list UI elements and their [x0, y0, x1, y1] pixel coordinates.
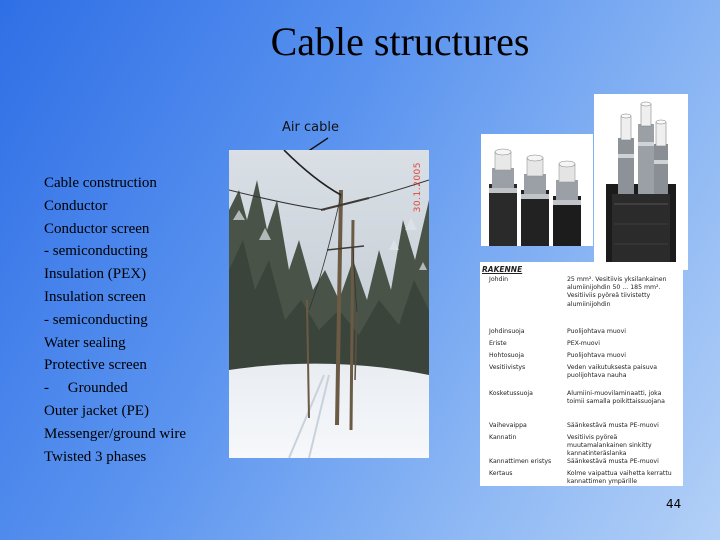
row-key: Johdin — [489, 276, 509, 283]
slide-title: Cable structures — [270, 19, 530, 64]
row-value: Veden vaikutuksesta paisuva puolijohtava nauha — [567, 364, 658, 380]
row-value: Kolme vaipattua vaihetta kerrattu kannattimen ympärille — [567, 470, 672, 486]
row-key: Eriste — [489, 340, 507, 347]
list-item: Messenger/ground wire — [44, 425, 187, 442]
row-value: Alumiini-muovilaminaatti, joka toimii samalla poikittaissuojana — [567, 390, 665, 406]
list-item: Insulation (PEX) — [44, 266, 147, 283]
row-key: Kannattimen eristys — [489, 458, 552, 465]
row-key: Hohtosuoja — [489, 352, 525, 359]
row-value: 25 mm². Vesitiivis yksilankainen alumiinijohdin 50 ... 185 mm². Vesitiiviis pyöreä tiivistetty alumiinijohdin — [567, 276, 667, 308]
rakenne-table — [480, 262, 683, 486]
page-number: 44 — [666, 497, 682, 511]
list-item: Insulation screen — [44, 288, 147, 305]
row-key: Kannatin — [489, 434, 517, 441]
list-item: Water sealing — [44, 334, 126, 351]
photo-date-stamp: 30.1.2005 — [413, 162, 423, 213]
row-value: PEX-muovi — [567, 340, 600, 347]
list-item: Conductor screen — [44, 220, 150, 237]
row-value: Puolijohtava muovi — [567, 328, 626, 335]
cable-photo-armoured — [594, 94, 688, 270]
row-key: Kertaus — [489, 470, 513, 477]
list-item: Twisted 3 phases — [44, 448, 147, 465]
list-item: Protective screen — [44, 357, 147, 374]
row-key: Kosketussuoja — [489, 390, 533, 397]
row-value: Vesitiivis pyöreä muutamalankainen sinkitty kannatinteräslanka — [567, 434, 652, 458]
row-key: Vaihevaippa — [489, 422, 527, 429]
list-item: Outer jacket (PE) — [44, 402, 149, 419]
air-cable-label: Air cable — [282, 120, 339, 135]
row-key: Vesitiivistys — [489, 364, 526, 371]
list-item: - semiconducting — [44, 243, 148, 260]
list-item: Cable construction — [44, 175, 157, 191]
rakenne-title: RAKENNE — [482, 265, 523, 274]
row-key: Johdinsuoja — [489, 328, 525, 335]
cable-photo-three-core — [481, 134, 593, 246]
list-item: - semiconducting — [44, 311, 148, 328]
row-value: Säänkestävä musta PE-muovi — [567, 458, 659, 465]
cable-structure-list — [44, 172, 186, 468]
row-value: Säänkestävä musta PE-muovi — [567, 422, 659, 429]
list-item: Conductor — [44, 197, 108, 214]
row-value: Puolijohtava muovi — [567, 352, 626, 359]
list-item: - Grounded — [44, 380, 128, 397]
power-line-photo — [229, 150, 429, 458]
